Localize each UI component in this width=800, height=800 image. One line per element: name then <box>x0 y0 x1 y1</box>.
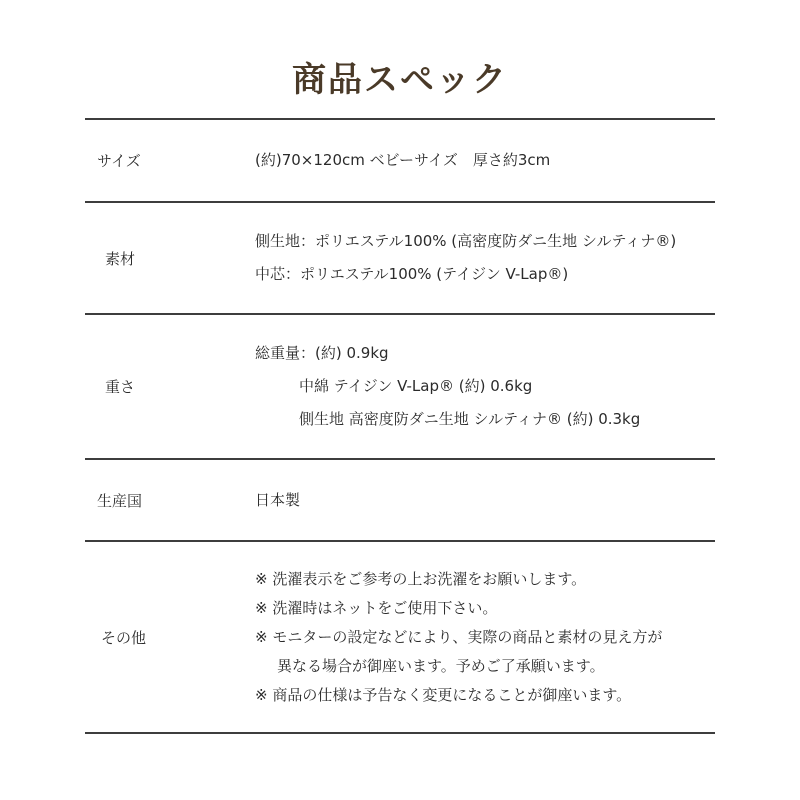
note-monitor: ※ モニターの設定などにより、実際の商品と素材の見え方が <box>255 627 663 646</box>
material-line-outer: 側生地：ポリエステル100% (高密度防ダニ生地 シルティナ®) <box>255 232 677 250</box>
spec-row-material <box>85 203 715 315</box>
note-washing-net: ※ 洗濯時はネットをご使用下さい。 <box>255 598 498 617</box>
spec-value-weight <box>255 337 715 436</box>
spec-label-other: その他 <box>101 628 147 647</box>
note-monitor-cont: 異なる場合が御座います。予めご了承願います。 <box>277 656 605 675</box>
spec-row-other <box>85 542 715 734</box>
spec-label-weight: 重さ <box>105 378 136 396</box>
spec-label-size: サイズ <box>97 152 141 170</box>
spec-row-origin <box>85 460 715 542</box>
size-line: (約)70×120cm ベビーサイズ 厚さ約3cm <box>255 151 551 169</box>
spec-label-material: 素材 <box>105 249 136 268</box>
spec-row-size <box>85 120 715 203</box>
note-spec-change: ※ 商品の仕様は予告なく変更になることが御座います。 <box>255 685 632 704</box>
spec-value-origin <box>255 484 715 517</box>
spec-value-size <box>255 144 715 177</box>
weight-line-outer: 側生地 高密度防ダニ生地 シルティナ® (約) 0.3kg <box>299 410 641 428</box>
spec-row-weight <box>85 315 715 460</box>
spec-label-origin: 生産国 <box>97 491 143 510</box>
spec-value-material <box>255 225 715 291</box>
origin-line: 日本製 <box>255 490 301 509</box>
weight-line-total: 総重量：(約) 0.9kg <box>255 344 389 362</box>
spec-value-other <box>255 565 715 710</box>
material-line-core: 中芯：ポリエステル100% (テイジン V-Lap®) <box>255 265 569 283</box>
page-title: 商品スペック <box>292 60 508 100</box>
weight-line-filling: 中綿 テイジン V-Lap® (約) 0.6kg <box>299 377 533 395</box>
note-washing-label: ※ 洗濯表示をご参考の上お洗濯をお願いします。 <box>255 569 587 588</box>
spec-table <box>85 118 715 734</box>
